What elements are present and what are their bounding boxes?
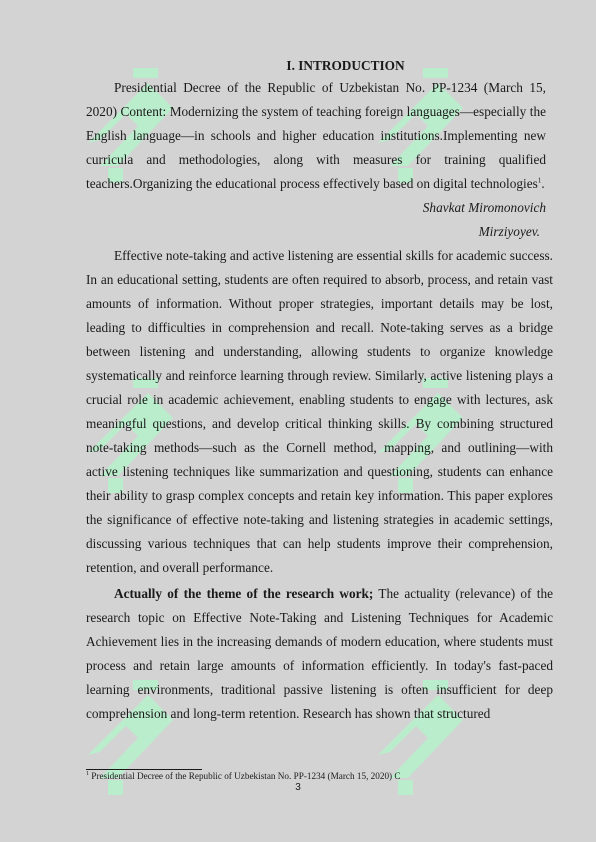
document-body (86, 56, 553, 726)
footnote (86, 771, 401, 782)
actuality-paragraph (86, 582, 553, 726)
page-number: 3 (295, 782, 301, 793)
footnote-divider (86, 769, 202, 770)
epigraph-author-line-1: Shavkat Miromonovich (422, 200, 546, 215)
epigraph-author-line-2: Mirziyoyev. (478, 224, 540, 239)
epigraph-text (86, 76, 546, 196)
footnote-reference[interactable]: 1 (537, 176, 542, 185)
actuality-text: The actuality (relevance) of the research topic on Effective Note-Taking and Listening Techniques for Academic Achievement lies in the increasing demands of modern education, where students must process and retain large amounts of information efficiently. In today's fast-paced learning environments, traditional passive listening is often insufficient for deep comprehension and long-term retention. Research has shown that structured (86, 586, 553, 721)
actuality-lead: Actually of the theme of the research work; (114, 586, 374, 601)
footnote-text: Presidential Decree of the Republic of Uzbekistan No. PP-1234 (March 15, 2020) C (89, 771, 401, 781)
section-heading: I. INTRODUCTION (286, 58, 405, 73)
intro-paragraph: Effective note-taking and active listening are essential skills for academic success. In an educational setting, students are often required to absorb, process, and retain vast amounts of information. Without proper strategies, important details may be lost, leading to difficulties in comprehension and recall. Note-taking serves as a bridge between listening and understanding, allowing students to organize knowledge systematically and reinforce learning through review. Similarly, active listening plays a crucial role in academic achievement, enabling students to engage with lectures, ask meaningful questions, and develop critical thinking skills. By combining structured note-taking methods—such as the Cornell method, mapping, and outlining—with active listening techniques like summarization and questioning, students can enhance their ability to grasp complex concepts and retain key information. This paper explores the significance of effective note-taking and listening strategies in academic settings, discussing various techniques that can help students improve their comprehension, retention, and overall performance. (86, 248, 553, 575)
epigraph-period: . (541, 176, 545, 191)
footnote-mark: 1 (86, 770, 89, 777)
epigraph-body: Presidential Decree of the Republic of Uzbekistan No. PP-1234 (March 15, 2020) Content: Modernizing the system of teaching foreign languages—especially the English language—in schools and higher education institutions.Implementing new curricula and methodologies, along with measures for training qualified teachers.Organizing the educational process effectively based on digital technologies (86, 80, 546, 191)
